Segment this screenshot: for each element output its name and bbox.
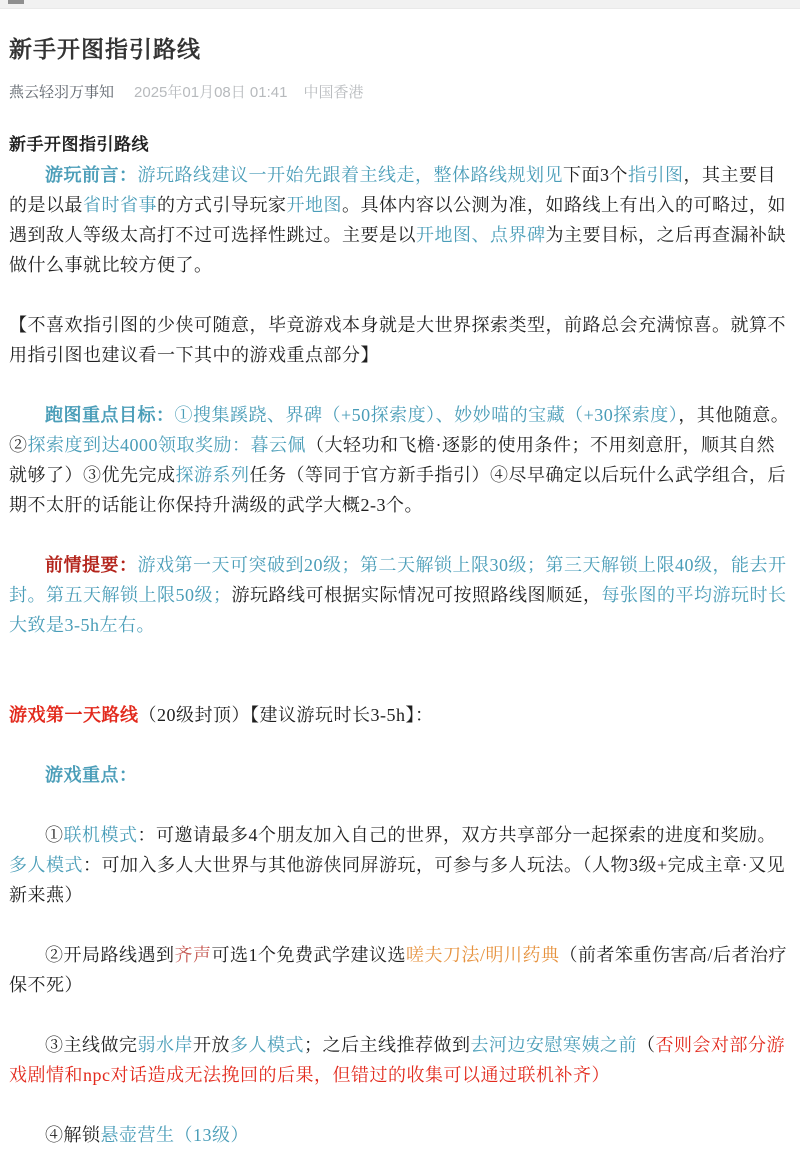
text-run: 游戏重点：: [45, 765, 138, 785]
text-run: 为主要目标，之后再查漏补缺做什么事就比较方便了。: [9, 225, 786, 275]
text-run: 省时省事: [83, 195, 157, 215]
text-run: ②开局路线遇到: [45, 945, 175, 965]
paragraph: [9, 820, 791, 910]
text-run: ：可加入多人大世界与其他游侠同屏游玩，可参与多人玩法。（人物3级+完成主章·又见新来燕）: [9, 855, 786, 905]
text-run: 多人模式: [230, 1035, 304, 1055]
text-run: 多人模式: [9, 855, 83, 875]
text-run: 去河边安慰寒姨之前: [470, 1035, 637, 1055]
text-run: 游玩前言：: [45, 165, 138, 185]
text-run: 嗟夫刀法/明川药典: [406, 945, 560, 965]
paragraph: [9, 550, 791, 640]
text-run: 齐声: [174, 945, 212, 965]
text-run: 跑图重点目标：: [45, 405, 175, 425]
text-run: 。具体内容以公测为准，如路线上有出入的可略过，如遇到敌人等级太高打不过可选择性跳过。主要是以: [9, 195, 786, 245]
text-run: ：可邀请最多4个朋友加入自己的世界，双方共享部分一起探索的进度和奖励。: [137, 825, 776, 845]
text-run: 悬壶营生（13级）: [100, 1125, 249, 1145]
paragraph: [9, 310, 791, 370]
text-run: 游玩路线可根据实际情况可按照路线图顺延，: [231, 585, 602, 605]
text-run: 游戏第一天路线: [9, 705, 139, 725]
text-run: ④解锁: [45, 1125, 101, 1145]
text-run: 任务（等同于官方新手指引）④尽早确定以后玩什么武学组合，后期不太肝的话能让你保持升满级的武学大概2-3个。: [9, 465, 786, 515]
paragraph: [9, 760, 791, 790]
page-title: 新手开图指引路线: [9, 36, 201, 62]
text-run: （前者笨重伤害高/后者治疗保不死）: [9, 945, 788, 995]
text-run: ①搜集蹊跷、界碑（+50探索度）、妙妙喵的宝藏（+30探索度）: [174, 405, 679, 425]
top-strip-handle[interactable]: [8, 0, 24, 4]
text-run: 探索度到达4000领取奖励：暮云佩: [27, 435, 306, 455]
text-run: 可选1个免费武学建议选: [211, 945, 406, 965]
text-run: ③主线做完: [45, 1035, 138, 1055]
publish-location: 中国香港: [303, 84, 364, 101]
author-name[interactable]: 燕云轻羽万事知: [9, 84, 115, 101]
paragraph: [9, 940, 791, 1000]
text-run: 指引图: [628, 165, 684, 185]
text-run: 开放: [193, 1035, 230, 1055]
text-run: 新手开图指引路线: [9, 135, 149, 154]
text-run: 前情提要：: [45, 555, 138, 575]
paragraph: [9, 400, 791, 520]
text-run: （20级封顶）【建议游玩时长3-5h】：: [138, 705, 434, 725]
section-heading: [9, 130, 791, 160]
text-run: 下面3个: [563, 165, 628, 185]
text-run: ；之后主线推荐做到: [304, 1035, 471, 1055]
text-run: 游玩路线建议一开始先跟着主线走，整体路线规划见: [137, 165, 563, 185]
article-meta: [9, 81, 791, 102]
text-run: 每张图的平均游玩时长大致是3-5h左右。: [9, 585, 787, 635]
text-run: 的方式引导玩家: [157, 195, 287, 215]
text-run: 否则会对部分游戏剧情和npc对话造成无法挽回的后果，但错过的收集可以通过联机补齐）: [9, 1035, 785, 1085]
text-run: 开地图: [286, 195, 342, 215]
text-run: ①: [45, 825, 64, 845]
text-run: 探游系列: [175, 465, 250, 485]
paragraph: [9, 1120, 791, 1150]
text-run: （: [637, 1035, 656, 1055]
text-run: 弱水岸: [137, 1035, 193, 1055]
text-run: 游戏第一天可突破到20级；第二天解锁上限30级；第三天解锁上限40级，能去开封。第五天解锁上限50级；: [9, 555, 787, 605]
text-run: ，其他随意。②: [9, 405, 790, 455]
text-run: 开地图、点界碑: [416, 225, 546, 245]
paragraph: [9, 1030, 791, 1090]
top-browser-strip: [0, 0, 800, 9]
publish-datetime: 2025年01月08日 01:41: [134, 84, 288, 101]
article-page: [0, 31, 800, 1150]
paragraph: [9, 160, 791, 280]
text-run: ，其主要目的是以最: [9, 165, 776, 215]
paragraph: [9, 700, 791, 730]
text-run: 【不喜欢指引图的少侠可随意，毕竟游戏本身就是大世界探索类型，前路总会充满惊喜。就算不用指引图也建议看一下其中的游戏重点部分】: [9, 315, 786, 365]
article-body: [9, 130, 791, 1150]
text-run: （大轻功和飞檐·逐影的使用条件；不用刻意肝，顺其自然就够了）③优先完成: [9, 435, 775, 485]
text-run: 联机模式: [63, 825, 138, 845]
